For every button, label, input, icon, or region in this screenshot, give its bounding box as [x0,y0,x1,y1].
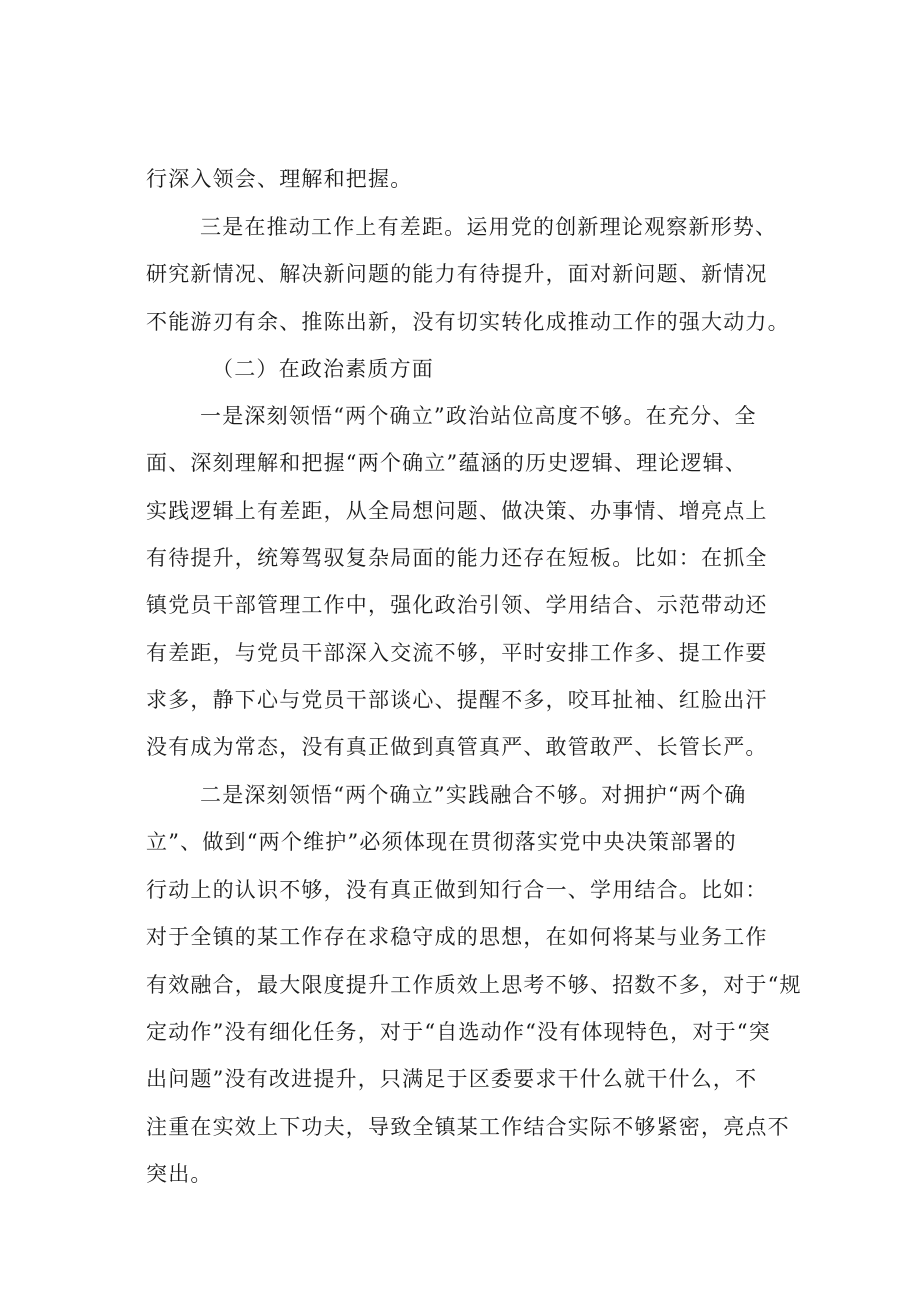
text-line-11: 有差距，与党员干部深入交流不够，平时安排工作多、提工作要 [146,641,768,665]
text-line-22: 突出。 [146,1162,213,1186]
section-heading: （二）在政治素质方面 [212,357,434,381]
text-line-17: 对于全镇的某工作存在求稳守成的思想，在如何将某与业务工作 [146,925,768,949]
text-line-16: 行动上的认识不够，没有真正做到知行合一、学用结合。比如： [146,878,768,902]
text-line-15: 立”、做到“两个维护”必须体现在贯彻落实党中央决策部署的 [146,830,737,854]
text-line-18: 有效融合，最大限度提升工作质效上思考不够、招数不多，对于“规 [146,973,802,997]
text-line-4: 不能游刃有余、推陈出新，没有切实转化成推动工作的强大动力。 [146,310,790,334]
text-line-13: 没有成为常态，没有真正做到真管真严、敢管敢严、长管长严。 [146,735,768,759]
text-line-14: 二是深刻领悟“两个确立”实践融合不够。对拥护“两个确 [200,783,747,807]
text-line-3: 研究新情况、解决新问题的能力有待提升，面对新问题、新情况 [146,262,768,286]
text-line-6: 一是深刻领悟“两个确立”政治站位高度不够。在充分、全 [200,404,757,428]
text-line-21: 注重在实效上下功夫，导致全镇某工作结合实际不够紧密，亮点不 [146,1115,790,1139]
text-line-12: 求多，静下心与党员干部谈心、提醒不多，咬耳扯袖、红脸出汗 [146,688,768,712]
text-line-8: 实践逻辑上有差距，从全局想问题、做决策、办事情、增亮点上 [146,499,768,523]
text-line-20: 出问题”没有改进提升，只满足于区委要求干什么就干什么，不 [146,1067,758,1091]
text-line-9: 有待提升，统筹驾驭复杂局面的能力还存在短板。比如：在抓全 [146,546,768,570]
text-line-1: 行深入领会、理解和把握。 [146,167,413,191]
text-line-10: 镇党员干部管理工作中，强化政治引领、学用结合、示范带动还 [146,593,768,617]
text-line-7: 面、深刻理解和把握“两个确立”蕴涵的历史逻辑、理论逻辑、 [146,451,748,475]
text-line-19: 定动作”没有细化任务，对于“自选动作“没有体现特色，对于“突 [146,1020,771,1044]
text-line-2: 三是在推动工作上有差距。运用党的创新理论观察新形势、 [200,215,778,239]
